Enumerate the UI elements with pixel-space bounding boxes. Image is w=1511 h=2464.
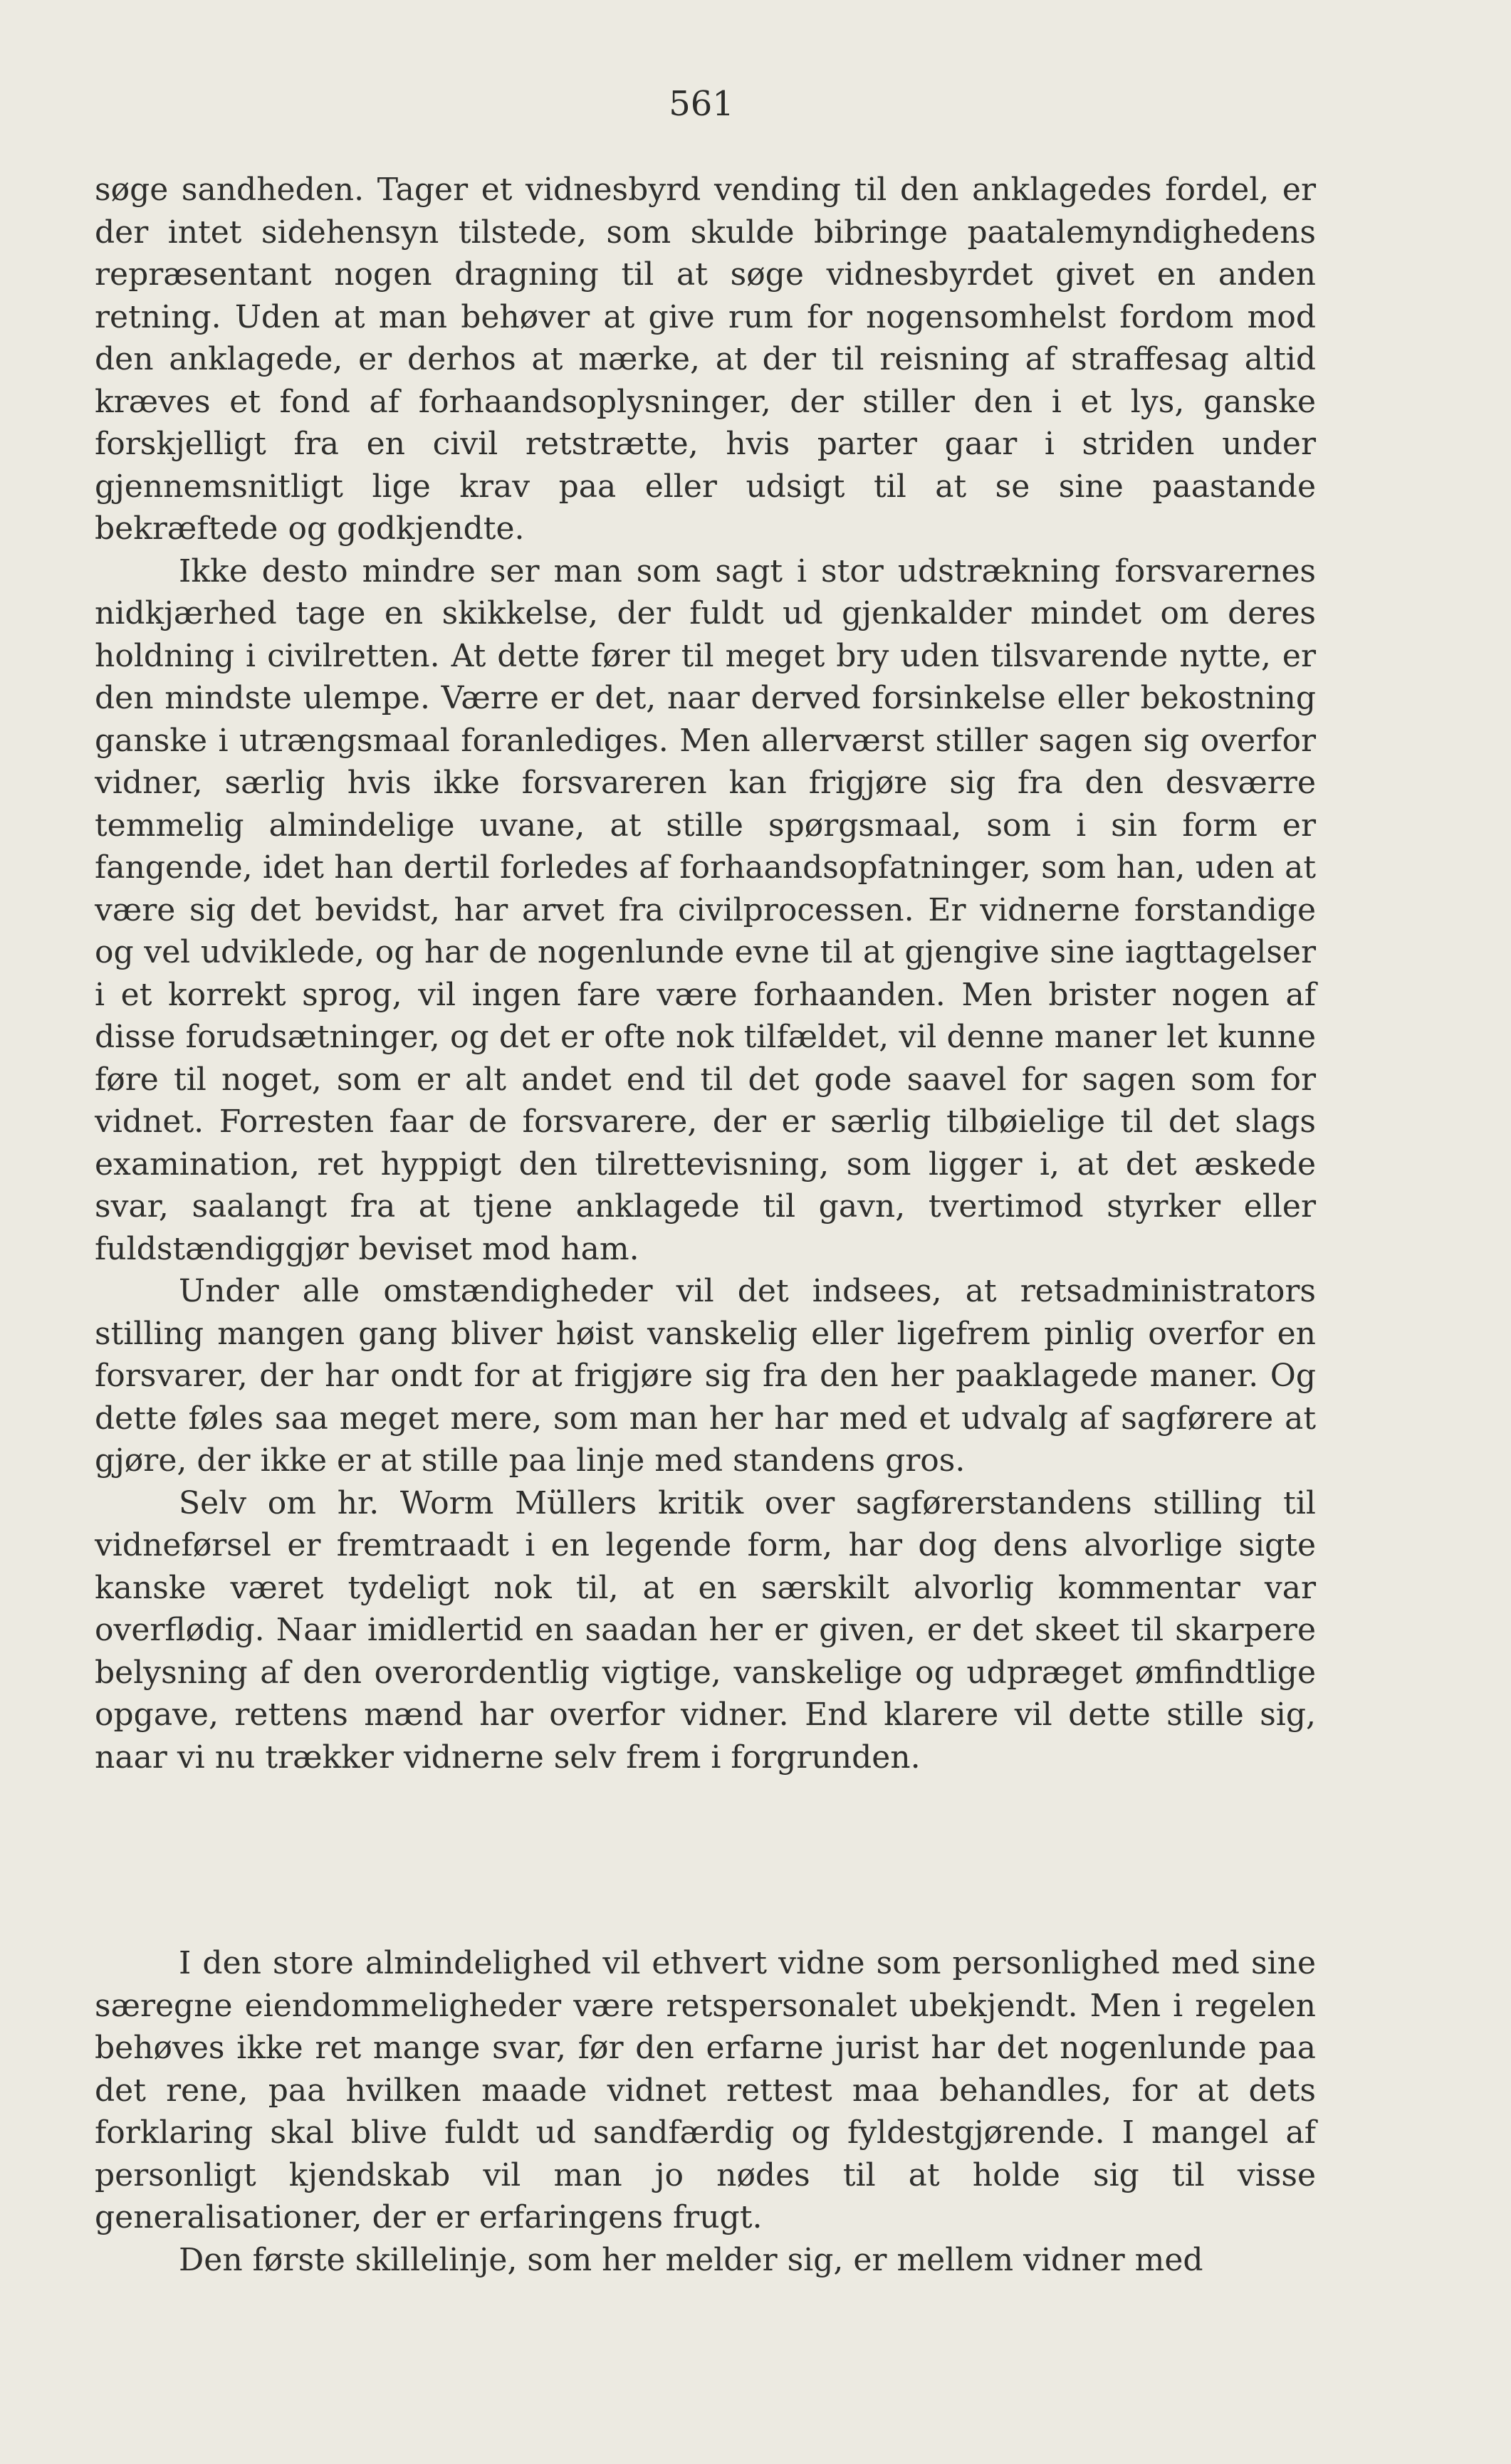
paragraph: søge sandheden. Tager et vidnesbyrd vending til den anklagedes fordel, er der intet sidehensyn tilstede, som skulde bibringe paatalemyndighedens repræsentant nogen dragning til at søge vidnesbyrdet givet en anden retning. Uden at man behøver at give rum for nogensomhelst fordom mod den anklagede, er derhos at mærke, at der til reisning af straffesag altid kræves et fond af forhaandsoplysninger, der stiller den i et lys, ganske forskjelligt fra en civil retstrætte, hvis parter gaar i striden under gjennemsnitligt lige krav paa eller udsigt til at se sine paastande bekræftede og godkjendte.	[95, 172, 1316, 547]
paragraph: Ikke desto mindre ser man som sagt i stor udstrækning forsvarernes nidkjærhed tage en skikkelse, der fuldt ud gjenkalder mindet om deres holdning i civilretten. At dette fører til meget bry uden tilsvarende nytte, er den mindste ulempe. Værre er det, naar derved forsinkelse eller bekostning ganske i utrængsmaal foranlediges. Men allerværst stiller sagen sig overfor vidner, særlig hvis ikke forsvareren kan frigjøre sig fra den desværre temmelig almindelige uvane, at stille spørgsmaal, som i sin form er fangende, idet han dertil forledes af forhaandsopfatninger, som han, uden at være sig det bevidst, har arvet fra civilprocessen. Er vidnerne forstandige og vel udviklede, og har de nogenlunde evne til at gjengive sine iagttagelser i et korrekt sprog, vil ingen fare være forhaanden. Men brister nogen af disse forudsætninger, og det er ofte nok tilfældet, vil denne maner let kunne føre til noget, som er alt andet end til det gode saavel for sagen som for vidnet. Forresten faar de forsvarere, der er særlig tilbøielige til det slags examination, ret hyppigt den tilrettevisning, som ligger i, at det æskede svar, saalangt fra at tjene anklagede til gavn, tvertimod styrker eller fuldstændiggjør beviset mod ham.	[95, 552, 1316, 1267]
paragraph: Selv om hr. Worm Müllers kritik over sagførerstandens stilling til vidneførsel er fremtraadt i en legende form, har dog dens alvorlige sigte kanske været tydeligt nok til, at en særskilt alvorlig kommentar var overflødig. Naar imidlertid en saadan her er given, er det skeet til skarpere belysning af den overordentlig vigtige, vanskelige og udpræget ømfindtlige opgave, rettens mænd har overfor vidner. End klarere vil dette stille sig, naar vi nu trækker vidnerne selv frem i forgrunden.	[95, 1484, 1316, 1776]
paragraph: Under alle omstændigheder vil det indsees, at retsadministrators stilling mangen gang bliver høist vanskelig eller ligefrem pinlig overfor en forsvarer, der har ondt for at frigjøre sig fra den her paaklagede maner. Og dette føles saa meget mere, som man her har med et udvalg af sagførere at gjøre, der ikke er at stille paa linje med standens gros.	[95, 1273, 1316, 1479]
paragraph: Den første skillelinje, som her melder sig, er mellem vidner med	[179, 2241, 1203, 2278]
paragraph: I den store almindelighed vil ethvert vidne som personlighed med sine særegne eiendommeligheder være retspersonalet ubekjendt. Men i regelen behøves ikke ret mange svar, før den erfarne jurist har det nogenlunde paa det rene, paa hvilken maade vidnet rettest maa behandles, for at dets forklaring skal blive fuldt ud sandfærdig og fyldestgjørende. I mangel af personligt kjendskab vil man jo nødes til at holde sig til visse generalisationer, der er erfaringens frugt.	[95, 1945, 1316, 2235]
body-text-upper	[95, 169, 1316, 1778]
page-number: 561	[669, 84, 734, 124]
body-text-lower	[95, 1942, 1316, 2281]
